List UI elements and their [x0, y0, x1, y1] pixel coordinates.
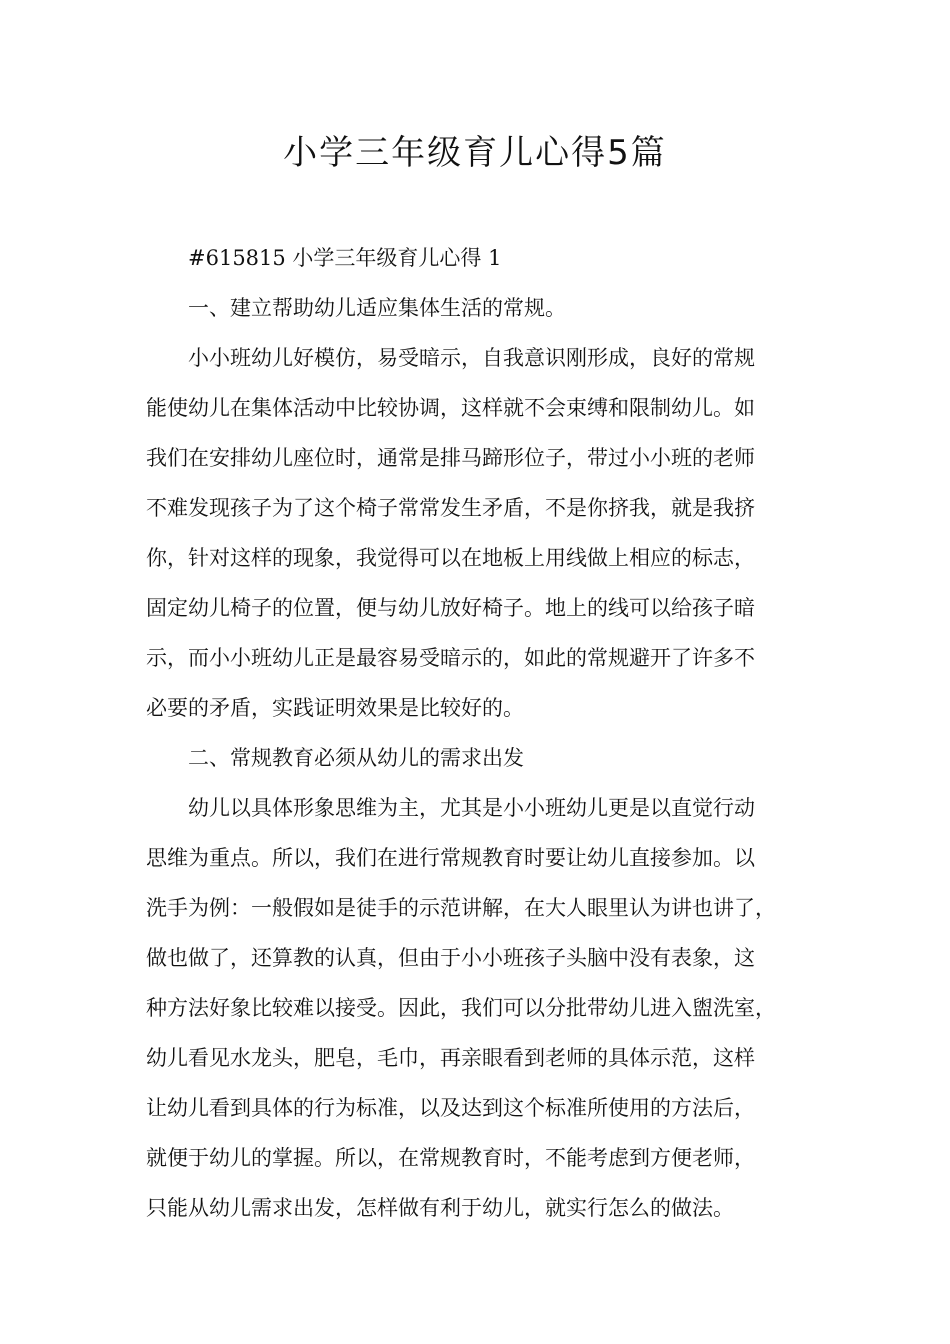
paragraph-line: 做也做了，还算教的认真，但由于小小班孩子头脑中没有表象，这	[146, 946, 755, 970]
paragraph-line: 幼儿以具体形象思维为主，尤其是小小班幼儿更是以直觉行动	[188, 796, 755, 820]
paragraph-2	[146, 783, 814, 1233]
paragraph-line: 必要的矛盾，实践证明效果是比较好的。	[146, 696, 524, 720]
section-heading-1: 一、建立帮助幼儿适应集体生活的常规。	[188, 296, 566, 320]
paragraph-line: 思维为重点。所以，我们在进行常规教育时要让幼儿直接参加。以	[146, 846, 755, 870]
paragraph-line: 固定幼儿椅子的位置，便与幼儿放好椅子。地上的线可以给孩子暗	[146, 596, 755, 620]
document-body	[146, 233, 814, 1233]
paragraph-line: 种方法好象比较难以接受。因此，我们可以分批带幼儿进入盥洗室，	[146, 996, 776, 1020]
paragraph-1	[146, 333, 814, 733]
paragraph-line: 就便于幼儿的掌握。所以，在常规教育时，不能考虑到方便老师，	[146, 1146, 755, 1170]
paragraph-line: 洗手为例：一般假如是徒手的示范讲解，在大人眼里认为讲也讲了，	[146, 896, 776, 920]
paragraph-line: 只能从幼儿需求出发，怎样做有利于幼儿，就实行怎么的做法。	[146, 1196, 734, 1220]
paragraph-line: 小小班幼儿好模仿，易受暗示，自我意识刚形成，良好的常规	[188, 346, 755, 370]
paragraph-line: 能使幼儿在集体活动中比较协调，这样就不会束缚和限制幼儿。如	[146, 396, 755, 420]
paragraph-line: 示，而小小班幼儿正是最容易受暗示的，如此的常规避开了许多不	[146, 646, 755, 670]
paragraph-line: 我们在安排幼儿座位时，通常是排马蹄形位子，带过小小班的老师	[146, 446, 755, 470]
paragraph-line: 幼儿看见水龙头，肥皂，毛巾，再亲眼看到老师的具体示范，这样	[146, 1046, 755, 1070]
paragraph-line: 让幼儿看到具体的行为标准，以及达到这个标准所使用的方法后，	[146, 1096, 755, 1120]
paragraph-line: 不难发现孩子为了这个椅子常常发生矛盾，不是你挤我，就是我挤	[146, 496, 755, 520]
paragraph-line: 你，针对这样的现象，我觉得可以在地板上用线做上相应的标志，	[146, 546, 755, 570]
section-heading-2: 二、常规教育必须从幼儿的需求出发	[188, 746, 524, 770]
article-subtitle: #615815 小学三年级育儿心得 1	[188, 246, 502, 270]
document-title: 小学三年级育儿心得5篇	[283, 133, 667, 173]
